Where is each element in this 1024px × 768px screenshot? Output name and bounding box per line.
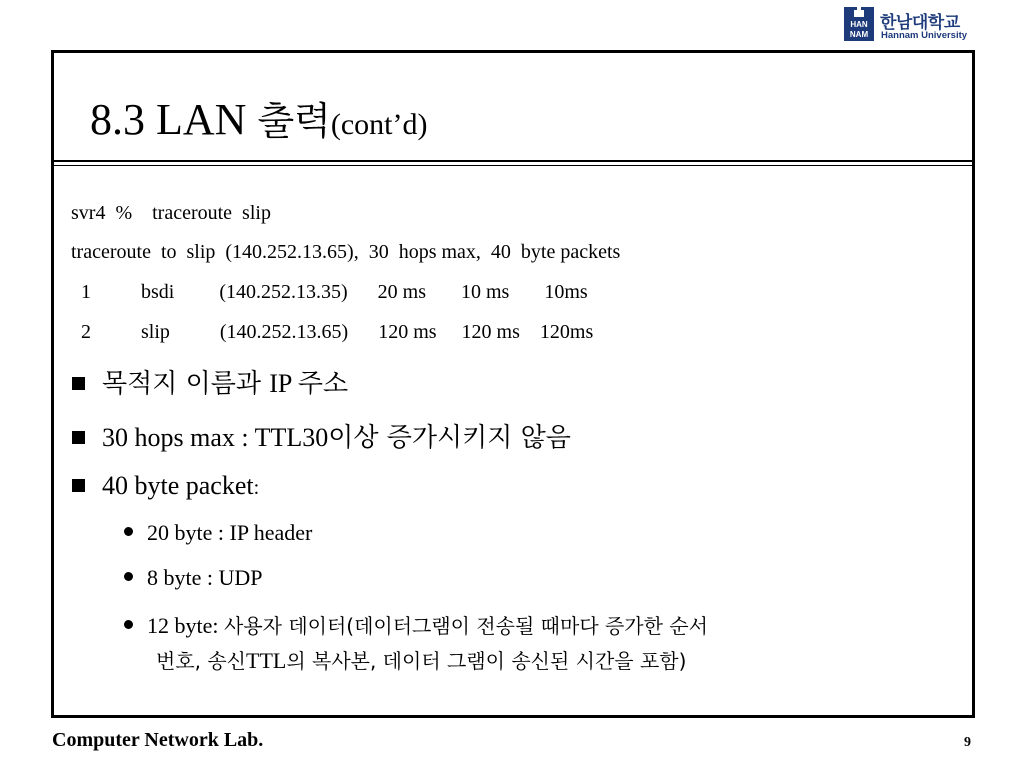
- sub-bullet-ip-header: [124, 520, 312, 546]
- university-logo: [844, 7, 984, 43]
- bullet-hops-max: [72, 417, 571, 454]
- round-bullet-icon: [124, 527, 133, 536]
- title-divider-thin: [54, 165, 972, 166]
- bullet-text-korean-2: 주소: [297, 369, 349, 399]
- university-name-korean: 한남대학교: [880, 13, 960, 33]
- trace-hop-2: 2 slip (140.252.13.65) 120 ms 120 ms 120ms: [71, 321, 594, 343]
- square-bullet-icon: [72, 377, 85, 390]
- bullet-text-korean: 목적지 이름과: [102, 369, 270, 399]
- university-name-english: Hannam University: [881, 30, 968, 41]
- sub-bullet-user-data: [124, 610, 708, 639]
- continuation-ttl: TTL: [246, 648, 287, 673]
- bullet-destination: [72, 363, 348, 400]
- sub-bullet-text: 12 byte:: [147, 613, 224, 638]
- title-korean: 출력: [257, 99, 331, 143]
- square-bullet-icon: [72, 479, 85, 492]
- bullet-text: 40 byte packet: [102, 471, 254, 500]
- title-main: 8.3 LAN: [90, 95, 258, 144]
- emblem-text-nam: NAM: [849, 30, 869, 39]
- sub-bullet-continuation: [156, 645, 686, 674]
- round-bullet-icon: [124, 620, 133, 629]
- bullet-text: IP: [269, 369, 298, 398]
- bullet-text: 30 hops max : TTL30: [102, 423, 329, 452]
- bullet-text-korean: 이상 증가시키지 않음: [328, 423, 571, 453]
- emblem-text-han: HAN: [850, 20, 868, 29]
- slide-frame: [51, 50, 975, 718]
- bullet-packet-size: [72, 471, 259, 501]
- trace-command-line: svr4 % traceroute slip: [71, 202, 271, 224]
- round-bullet-icon: [124, 572, 133, 581]
- bullet-tail: :: [253, 477, 260, 499]
- title-suffix: (cont’d): [330, 108, 428, 141]
- slide-title: [90, 90, 427, 145]
- sub-bullet-udp: [124, 565, 263, 591]
- continuation-korean-2: 의 복사본, 데이터 그램이 송신된 시간을 포함): [286, 649, 687, 673]
- trace-header-line: traceroute to slip (140.252.13.65), 30 hops max, 40 byte packets: [71, 241, 621, 263]
- university-emblem-icon: [844, 7, 874, 41]
- page-number: 9: [964, 735, 971, 750]
- footer-lab-name: Computer Network Lab.: [52, 729, 264, 751]
- sub-bullet-text: 20 byte : IP header: [147, 520, 313, 545]
- title-divider: [54, 160, 972, 162]
- sub-bullet-text: 8 byte : UDP: [147, 565, 263, 590]
- square-bullet-icon: [72, 431, 85, 444]
- sub-bullet-text-korean: 사용자 데이터(데이터그램이 전송될 때마다 증가한 순서: [224, 614, 708, 638]
- continuation-korean-1: 번호, 송신: [156, 649, 246, 673]
- trace-hop-1: 1 bsdi (140.252.13.35) 20 ms 10 ms 10ms: [71, 281, 588, 303]
